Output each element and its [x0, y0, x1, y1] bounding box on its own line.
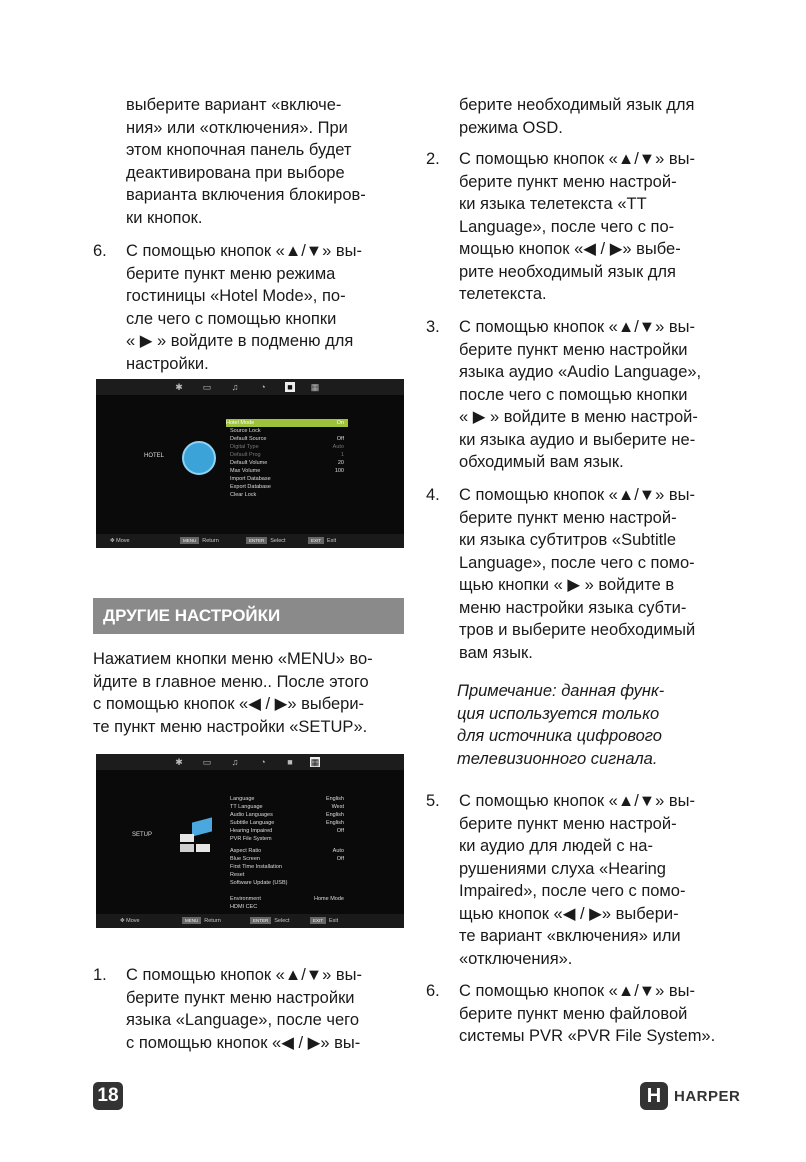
exit-hint: EXIT Exit	[308, 536, 336, 546]
menu-row: Source Lock	[230, 428, 261, 434]
right-item-4: 4. С помощью кнопок «▲/▼» вы- берите пункт меню настрой- ки языка субтитров «Subtitle Language», после чего с помо- щью кнопки « ▶ » войдите в меню настройки языка субти- тров и выберите необходимый вам язык.	[426, 486, 696, 662]
section-heading: ДРУГИЕ НАСТРОЙКИ	[93, 598, 404, 634]
hotel-icon	[182, 441, 216, 475]
clock-icon: ◔	[260, 382, 266, 392]
menu-row: Reset	[230, 872, 245, 878]
music-icon: ♫	[231, 757, 239, 767]
right-item-3: 3. С помощью кнопок «▲/▼» вы- берите пункт меню настройки языка аудио «Audio Language», после чего с помощью кнопки « ▶ » войдите в меню настрой- ки языка аудио и выберите не- обходимый вам язык.	[426, 318, 702, 471]
setup-grid-icon: ▦	[310, 757, 320, 767]
menu-row: Language English	[230, 796, 344, 802]
harper-logo-icon: H	[640, 1082, 668, 1110]
move-hint: ✥ Move	[120, 918, 140, 924]
hotel-menu-screenshot	[96, 379, 404, 548]
menu-row: Default Prog 1	[230, 452, 344, 458]
setup-menu-screenshot	[96, 754, 404, 928]
menu-row: Digital Type Auto	[230, 444, 344, 450]
brand-logo	[640, 1082, 740, 1110]
menu-row: Software Update (USB)	[230, 880, 288, 886]
menu-row: First Time Installation	[230, 864, 282, 870]
menu-bottom-bar	[96, 534, 404, 548]
note-text: Примечание: данная функ- ция используется только для источника цифрового телевизионного сигнала.	[457, 682, 665, 768]
menu-row: Default Volume 20	[230, 460, 344, 466]
menu-row: TT Language West	[230, 804, 344, 810]
right-item-2: 2. С помощью кнопок «▲/▼» вы- берите пункт меню настрой- ки языка телетекста «TT Language», после чего с по- мощью кнопок «◀ / ▶» выбе- рите необходимый язык для телетекста.	[426, 150, 695, 303]
menu-row: Blue Screen Off	[230, 856, 344, 862]
right-item-6: 6. С помощью кнопок «▲/▼» вы- берите пункт меню файловой системы PVR «PVR File System».	[426, 982, 716, 1045]
menu-row: Audio Languages English	[230, 812, 344, 818]
tv-icon: ▭	[202, 382, 212, 392]
right-continuation: берите необходимый язык для режима OSD.	[459, 96, 695, 137]
menu-bottom-bar	[96, 914, 404, 928]
menu-row: Import Database	[230, 476, 271, 482]
page-number: 18	[93, 1082, 123, 1110]
left-item-1: 1. С помощью кнопок «▲/▼» вы- берите пункт меню настройки языка «Language», после чего с помощью кнопок «◀ / ▶» вы-	[93, 966, 362, 1052]
right-item-5: 5. С помощью кнопок «▲/▼» вы- берите пункт меню настрой- ки аудио для людей с на- рушениями слуха «Hearing Impaired», после чего с помо- щью кнопок «◀ / ▶» выбери- те вариант «включения» или «отключения».	[426, 792, 695, 968]
menu-row: Export Database	[230, 484, 271, 490]
menu-row: HDMI CEC	[230, 904, 258, 910]
clock-icon: ◔	[260, 757, 266, 767]
setup-label: SETUP	[132, 832, 153, 838]
menu-row: Default Source Off	[230, 436, 344, 442]
picture-icon: ✱	[175, 757, 183, 767]
return-hint: MENU Return	[182, 916, 221, 926]
select-hint: ENTER Select	[246, 536, 286, 546]
brand-name: HARPER	[674, 1087, 741, 1105]
section-paragraph: Нажатием кнопки меню «MENU» во- йдите в главное меню.. После этого с помощью кнопок «◀ / ▶» выбери- те пункт меню настройки «SETUP».	[93, 650, 373, 736]
move-hint: ✥ Move	[110, 538, 130, 544]
hotel-label: HOTEL	[144, 453, 165, 459]
setup-grid-icon: ▦	[310, 382, 320, 392]
menu-row: Max Volume 100	[230, 468, 344, 474]
music-icon: ♫	[231, 382, 239, 392]
setup-cubes-icon	[180, 820, 214, 854]
menu-row: Clear Lock	[230, 492, 257, 498]
menu-row: PVR File System	[230, 836, 272, 842]
menu-top-bar	[96, 379, 404, 395]
menu-row: Hotel Mode On	[226, 419, 348, 427]
tv-icon: ▭	[202, 757, 212, 767]
menu-row: Subtitle Language English	[230, 820, 344, 826]
return-hint: MENU Return	[180, 536, 219, 546]
menu-row: Aspect Ratio Auto	[230, 848, 344, 854]
menu-top-bar	[96, 754, 404, 770]
menu-row: Environment Home Mode	[230, 896, 344, 902]
lock-icon: ■	[287, 757, 293, 767]
intro-text: выберите вариант «включе- ния» или «отключения». При этом кнопочная панель будет деактивирована при выборе варианта включения блокиров- ки кнопок.	[126, 96, 366, 227]
menu-row: Hearing Impaired Off	[230, 828, 344, 834]
left-item-6: 6. С помощью кнопок «▲/▼» вы- берите пункт меню режима гостиницы «Hotel Mode», по- сле чего с помощью кнопки « ▶ » войдите в подменю для настройки.	[93, 242, 362, 373]
select-hint: ENTER Select	[250, 916, 290, 926]
picture-icon: ✱	[175, 382, 183, 392]
lock-icon: ■	[285, 382, 295, 392]
exit-hint: EXIT Exit	[310, 916, 338, 926]
